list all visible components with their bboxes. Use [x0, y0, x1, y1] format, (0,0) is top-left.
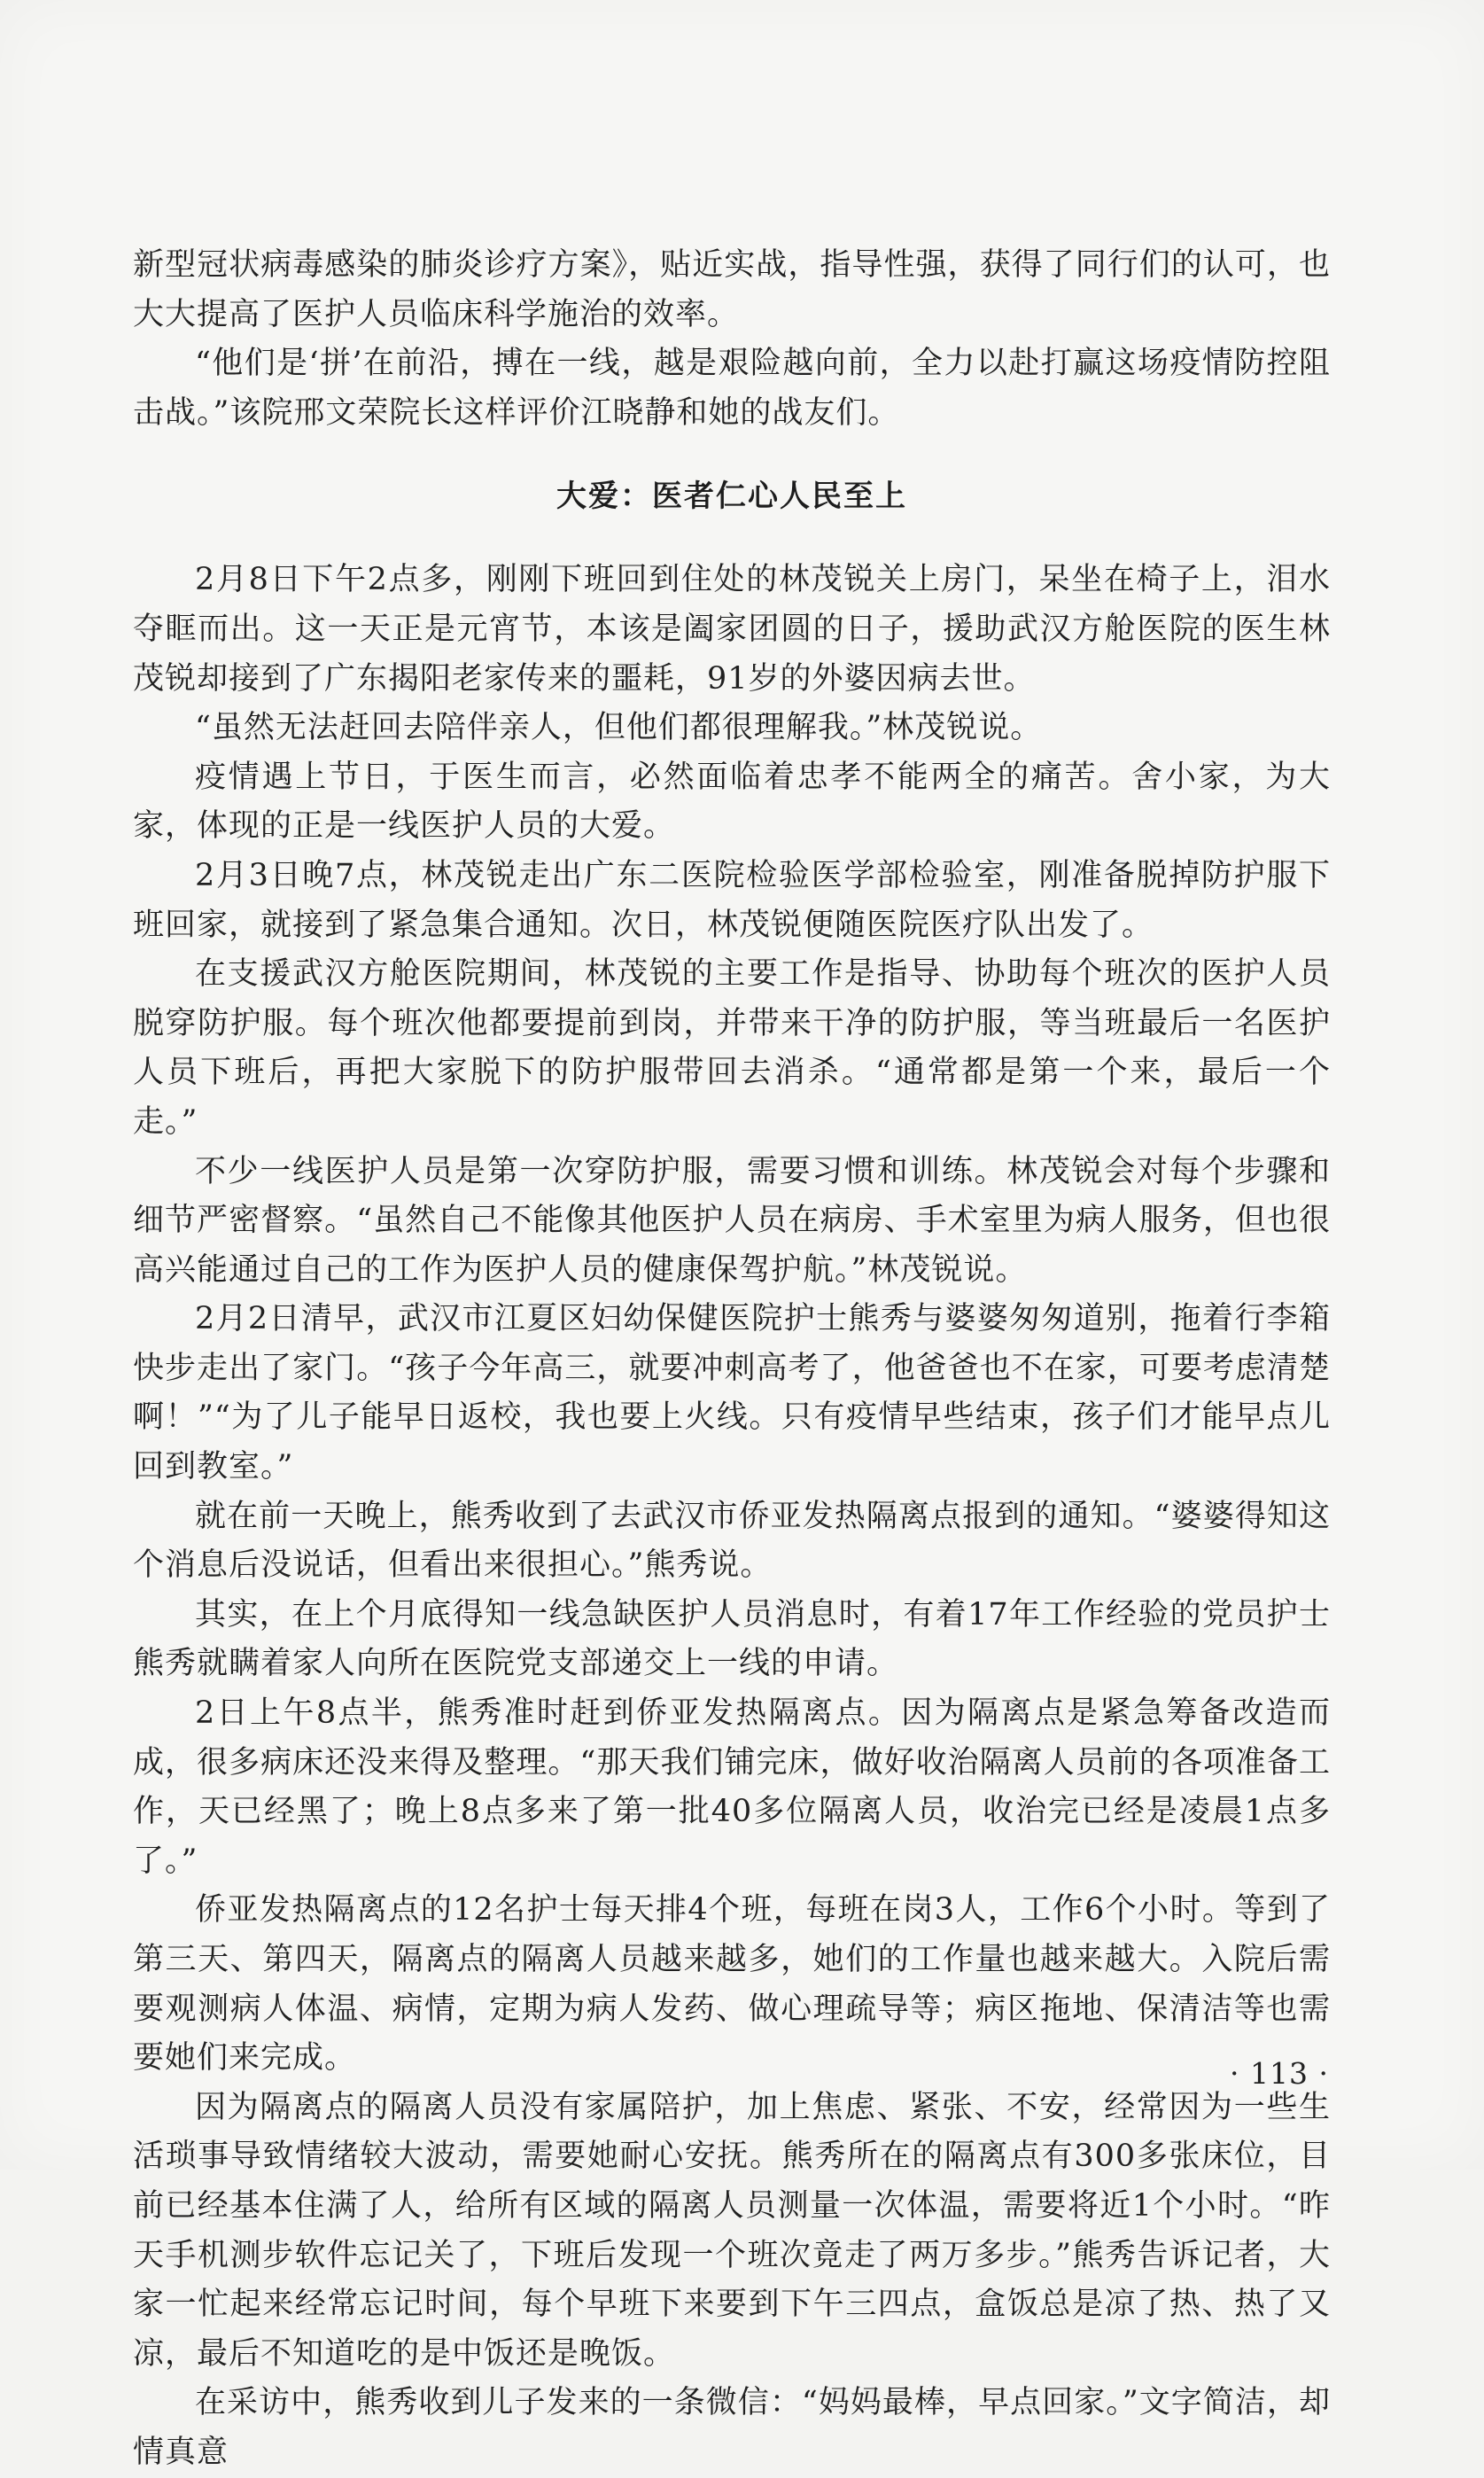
paragraph: 在采访中，熊秀收到儿子发来的一条微信：“妈妈最棒，早点回家。”文字简洁，却情真意: [133, 2385, 1331, 2470]
section-heading: 大爱：医者仁心人民至上: [556, 479, 907, 515]
paragraph: 在支援武汉方舱医院期间，林茂锐的主要工作是指导、协助每个班次的医护人员脱穿防护服。每个班次他都要提前到岗，并带来干净的防护服，等当班最后一名医护人员下班后，再把大家脱下的防护服带回去消杀。“通常都是第一个来，最后一个走。”: [133, 956, 1331, 1140]
paragraph: “虽然无法赶回去陪伴亲人，但他们都很理解我。”林茂锐说。: [195, 710, 1043, 746]
paragraph: 2月3日晚7点，林茂锐走出广东二医院检验医学部检验室，刚准备脱掉防护服下班回家，就接到了紧急集合通知。次日，林茂锐便随医院医疗队出发了。: [133, 857, 1331, 943]
paragraph: 其实，在上个月底得知一线急缺医护人员消息时，有着17年工作经验的党员护士熊秀就瞒着家人向所在医院党支部递交上一线的申请。: [133, 1596, 1331, 1682]
paragraph: 2月2日清早，武汉市江夏区妇幼保健医院护士熊秀与婆婆匆匆道别，拖着行李箱快步走出了家门。“孩子今年高三，就要冲刺高考了，他爸爸也不在家，可要考虑清楚啊！”“为了儿子能早日返校，我也要上火线。只有疫情早些结束，孩子们才能早点儿回到教室。”: [133, 1301, 1331, 1485]
paragraph: 2月8日下午2点多，刚刚下班回到住处的林茂锐关上房门，呆坐在椅子上，泪水夺眶而出。这一天正是元宵节，本该是阖家团圆的日子，援助武汉方舱医院的医生林茂锐却接到了广东揭阳老家传来的噩耗，91岁的外婆因病去世。: [133, 562, 1331, 697]
paragraph: 2日上午8点半，熊秀准时赶到侨亚发热隔离点。因为隔离点是紧急筹备改造而成，很多病床还没来得及整理。“那天我们铺完床，做好收治隔离人员前的各项准备工作，天已经黑了；晚上8点多来了第一批40多位隔离人员，收治完已经是凌晨1点多了。”: [133, 1695, 1331, 1879]
page-number: · 113 ·: [1230, 2056, 1329, 2091]
paragraph: 疫情遇上节日，于医生而言，必然面临着忠孝不能两全的痛苦。舍小家，为大家，体现的正是一线医护人员的大爱。: [133, 759, 1331, 845]
paragraph: 因为隔离点的隔离人员没有家属陪护，加上焦虑、紧张、不安，经常因为一些生活琐事导致情绪较大波动，需要她耐心安抚。熊秀所在的隔离点有300多张床位，目前已经基本住满了人，给所有区域的隔离人员测量一次体温，需要将近1个小时。“昨天手机测步软件忘记关了，下班后发现一个班次竟走了两万多步。”熊秀告诉记者，大家一忙起来经常忘记时间，每个早班下来要到下午三四点，盒饭总是凉了热、热了又凉，最后不知道吃的是中饭还是晚饭。: [133, 2089, 1331, 2372]
paragraph: 就在前一天晚上，熊秀收到了去武汉市侨亚发热隔离点报到的通知。“婆婆得知这个消息后没说话，但看出来很担心。”熊秀说。: [133, 1498, 1331, 1584]
paragraph: 不少一线医护人员是第一次穿防护服，需要习惯和训练。林茂锐会对每个步骤和细节严密督察。“虽然自己不能像其他医护人员在病房、手术室里为病人服务，但也很高兴能通过自己的工作为医护人员的健康保驾护航。”林茂锐说。: [133, 1153, 1331, 1288]
paragraph: 侨亚发热隔离点的12名护士每天排4个班，每班在岗3人，工作6个小时。等到了第三天、第四天，隔离点的隔离人员越来越多，她们的工作量也越来越大。入院后需要观测病人体温、病情，定期为病人发药、做心理疏导等；病区拖地、保清洁等也需要她们来完成。: [133, 1892, 1331, 2077]
paragraph: 新型冠状病毒感染的肺炎诊疗方案》，贴近实战，指导性强，获得了同行们的认可，也大大提高了医护人员临床科学施治的效率。: [133, 247, 1331, 332]
paragraph: “他们是‘拼’在前沿，搏在一线，越是艰险越向前，全力以赴打赢这场疫情防控阻击战。”该院邢文荣院长这样评价江晓静和她的战友们。: [133, 346, 1331, 431]
article-body: [133, 241, 1331, 2478]
